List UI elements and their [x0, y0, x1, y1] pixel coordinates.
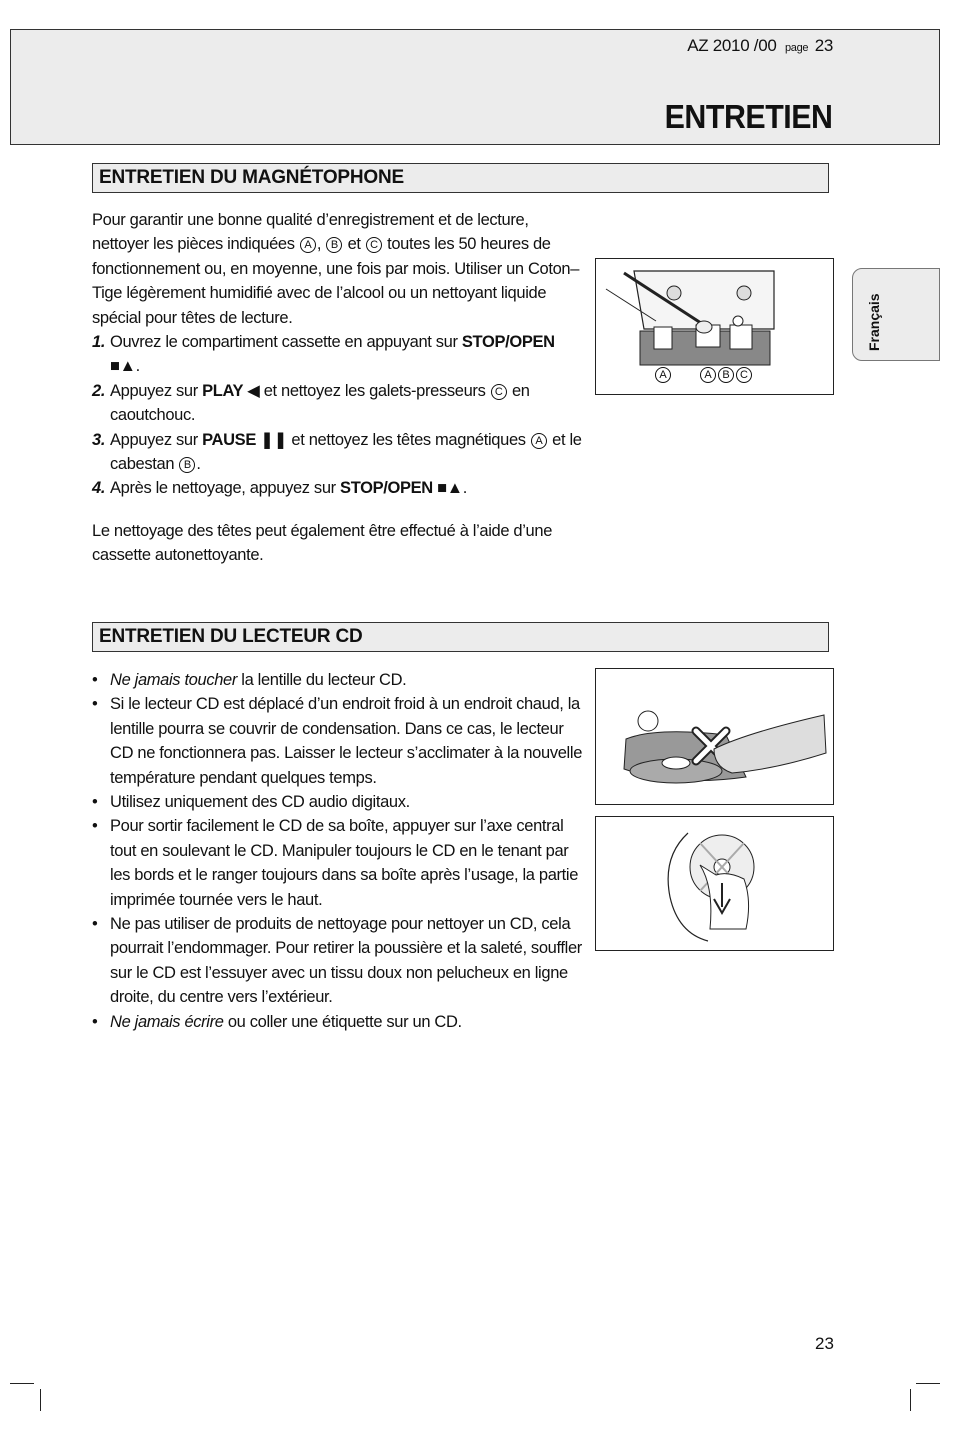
model-number: AZ 2010 /00 — [687, 36, 777, 55]
cd-handling-drawing — [596, 817, 833, 950]
step-2: 2. Appuyez sur PLAY ◀ et nettoyez les galets-presseurs C en caoutchouc. — [92, 381, 530, 425]
language-tab — [852, 268, 940, 361]
figure-letter-c: C — [736, 367, 752, 383]
crop-mark — [916, 1383, 940, 1384]
figure-letter-b: B — [718, 367, 734, 383]
section-heading-cd: ENTRETIEN DU LECTEUR CD — [92, 622, 829, 652]
page-reference — [687, 36, 833, 56]
step-4: 4. Après le nettoyage, appuyez sur STOP/OPEN ■▲. — [92, 479, 467, 498]
key-label: PLAY ◀ — [202, 381, 260, 400]
figure-letter-a: A — [700, 367, 716, 383]
language-tab-label: Français — [866, 293, 882, 351]
key-label: STOP/OPEN ■▲ — [340, 479, 463, 498]
page-word: page — [784, 42, 809, 54]
letter-b: B — [326, 237, 342, 253]
tape-maintenance-text — [92, 208, 587, 568]
letter-b: B — [179, 457, 195, 473]
figure-letter-a: A — [655, 367, 671, 383]
crop-mark — [910, 1389, 911, 1411]
cd-lens-illustration — [595, 668, 834, 805]
list-item: • Ne jamais écrire ou coller une étiquette sur un CD. — [92, 1012, 462, 1031]
intro-paragraph: Pour garantir une bonne qualité d’enregistrement et de lecture, nettoyer les pièces indiquées A , B et C toutes les 50 heures de fonctionnement ou, en moyenne, une fois par mois. Utiliser un Coton–Tige légèrement humidifié avec de l’alcool ou un nettoyant liquide spécial pour têtes de lecture. — [92, 211, 580, 327]
cd-lens-drawing — [596, 669, 833, 804]
key-label: PAUSE ❚❚ — [202, 430, 288, 449]
list-item: • Utilisez uniquement des CD audio digitaux. — [92, 793, 410, 812]
key-label: STOP/OPEN ■▲ — [110, 333, 555, 376]
list-item: • Pour sortir facilement le CD de sa boîte, appuyer sur l’axe central tout en soulevant le CD. Manipuler toujours le CD en le tenant par les bords et le ranger toujours dans sa boîte après l’usage, la partie imprimée tournée vers le haut. — [92, 817, 579, 909]
page-number: 23 — [815, 1334, 834, 1353]
list-item: • Ne pas utiliser de produits de nettoyage pour nettoyer un CD, cela pourrait l’endommager. Pour retirer la poussière et la saleté, souffler sur le CD est l’essuyer avec un tissu doux non pelucheux en ligne droite, du centre vers l’extérieur. — [92, 915, 582, 1007]
crop-mark — [40, 1389, 41, 1411]
list-item: • Si le lecteur CD est déplacé d’un endroit froid à un endroit chaud, la lentille pourra se couvrir de condensation. Dans ce cas, le lecteur CD ne fonctionnera pas. Laisser le lecteur s’acclimater à la nouvelle température pendant quelques temps. — [92, 695, 583, 787]
header-page-number: 23 — [814, 36, 833, 55]
cd-handling-illustration — [595, 816, 834, 951]
letter-c: C — [366, 237, 382, 253]
tape-deck-illustration — [595, 258, 834, 395]
crop-mark — [10, 1383, 34, 1384]
step-3: 3. Appuyez sur PAUSE ❚❚ et nettoyez les têtes magnétiques A et le cabestan B . — [92, 430, 582, 474]
page-title: ENTRETIEN — [665, 98, 833, 135]
self-cleaning-note: Le nettoyage des têtes peut également être effectué à l’aide d’une cassette autonettoyante. — [92, 521, 553, 565]
step-1: 1. Ouvrez le compartiment cassette en appuyant sur STOP/OPEN ■▲. — [92, 333, 555, 376]
letter-a: A — [300, 237, 316, 253]
section-heading-tape: ENTRETIEN DU MAGNÉTOPHONE — [92, 163, 829, 193]
letter-c: C — [491, 384, 507, 400]
cd-maintenance-list — [92, 668, 587, 1034]
letter-a: A — [531, 433, 547, 449]
list-item: • Ne jamais toucher la lentille du lecteur CD. — [92, 671, 407, 689]
